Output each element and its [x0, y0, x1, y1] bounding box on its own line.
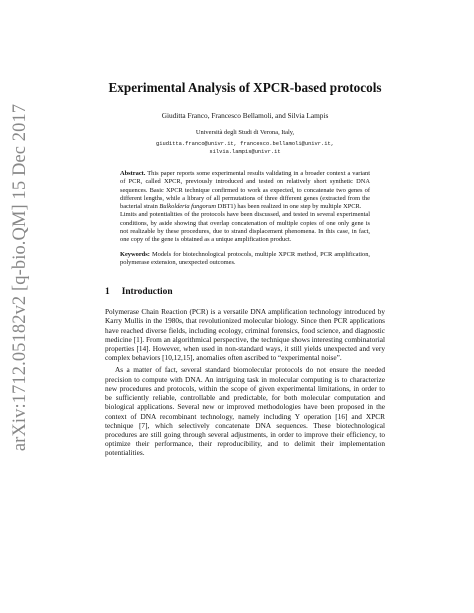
abstract-species: Bulkolderia fungorum — [159, 203, 217, 211]
affiliation: Università degli Studi di Verona, Italy, — [195, 129, 295, 136]
keywords-text: Models for biotechnological protocols, multiple XPCR method, PCR amplification, polymerase extension, unexpected outcomes. — [120, 250, 370, 266]
abstract-text-1: This paper reports some experimental results validating in a broader context a variant of PCR, called XPCR, previously introduced and tested on relatively short synthetic DNA sequences. Basic XPCR technique confirmed to work as expected, to concatenate two genes of different lengths, while a library of all permutations of three different genes (extracted from the bacterial strain — [120, 170, 370, 211]
paper-page — [105, 80, 385, 458]
abstract-paragraph-2: Limits and potentialities of the protocols have been discussed, and tested in several experimental conditions, by aside showing that overlap concatenation of multiple copies of one only gene is not realizable by these procedures, due to strand displacement phenomena. In this case, in fact, one copy of the gene is obtained as a unique amplification product. — [120, 211, 370, 244]
abstract — [120, 170, 370, 245]
keywords-label: Keywords: — [120, 250, 150, 258]
section-body — [105, 307, 385, 457]
author-list: Giuditta Franco, Francesco Bellamoli, and Silvia Lampis — [161, 111, 329, 120]
section-heading — [105, 287, 385, 297]
paper-title: Experimental Analysis of XPCR-based protocols — [108, 80, 382, 95]
arxiv-identifier: arXiv:1712.05182v2 [q-bio.QM] 15 Dec 2017 — [10, 103, 31, 451]
section-title: Introduction — [121, 287, 173, 298]
keywords — [120, 251, 370, 268]
abstract-text-2: DBT1) has been realized in one step by multiple XPCR. — [217, 203, 362, 211]
section-number: 1 — [105, 287, 110, 298]
arxiv-stamp — [6, 42, 36, 512]
body-paragraph-2: As a matter of fact, several standard biomolecular protocols do not ensure the needed precision to compute with DNA. An intriguing task in molecular computing is to characterize new procedures and protocols, within the scope of given experimental limitations, in order to be sufficiently reliable, controllable and predictable, for both molecular computation and biological applications. Several new or improved methodologies have been proposed in the context of DNA recombinant technology, namely including Y operation [16] and XPCR technique [7], which selectively concatenate DNA sequences. These biotechnological procedures are still going through several adjustments, in order to improve their efficiency, to optimize their performance, their reproducibility, and to delimit their implementation potentialities. — [105, 365, 385, 458]
author-emails: giuditta.franco@univr.it, francesco.bellamoli@univr.it, silvia.lampis@univr.it — [156, 141, 334, 155]
abstract-paragraph-1 — [120, 170, 370, 211]
abstract-label: Abstract. — [120, 170, 146, 177]
body-paragraph-1: Polymerase Chain Reaction (PCR) is a versatile DNA amplification technology introduced by Karry Mullis in the 1980s, that revolutionized molecular biology. Since then PCR applications have reached diverse fields, including ecology, criminal forensics, food science, and diagnostic medicine [1]. From an algorithmical perspective, the technique shows interesting combinatorial properties [14]. However, when used in non-standard ways, it still yields unexpected and very complex behaviors [10,12,15], anomalies often ascribed to “experimental noise”. — [105, 307, 385, 363]
